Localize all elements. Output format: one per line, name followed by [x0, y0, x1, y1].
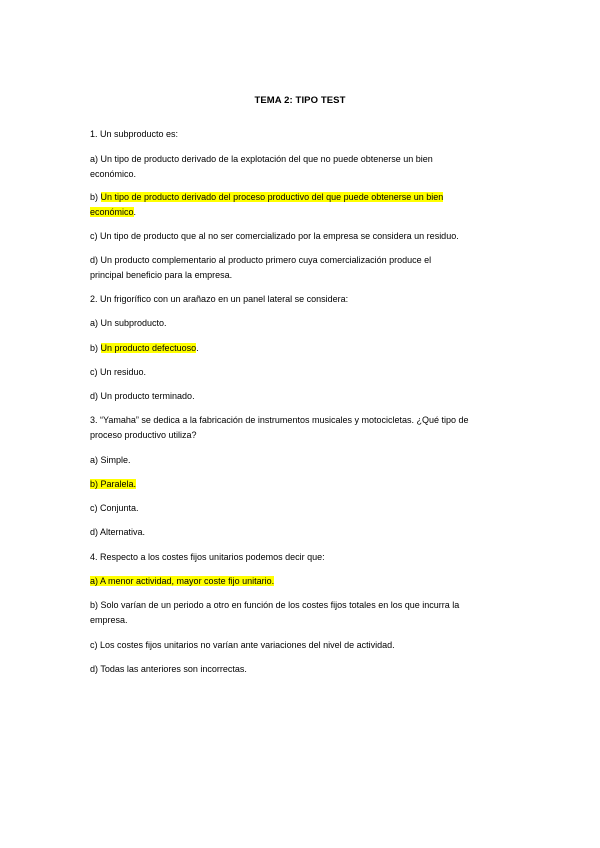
question-4-text: 4. Respecto a los costes fijos unitarios podemos decir que: [90, 552, 325, 562]
question-2-text: 2. Un frigorífico con un arañazo en un panel lateral se considera: [90, 294, 349, 304]
question-2-option-d: d) Un producto terminado. [90, 391, 195, 401]
question-1-option-c: c) Un tipo de producto que al no ser comercializado por la empresa se considera un residuo. [90, 231, 459, 241]
question-3-option-d: d) Alternativa. [90, 527, 146, 537]
question-4-option-b: b) Solo varían de un periodo a otro en función de los costes fijos totales en los que incurra la [90, 600, 460, 610]
question-3-option-b [90, 477, 136, 492]
question-1-option-a: a) Un tipo de producto derivado de la explotación del que no puede obtenerse un bien [90, 154, 433, 164]
question-1-option-b: b) Un tipo de producto derivado del proceso productivo del que puede obtenerse un bien [90, 192, 444, 202]
question-4-option-b-cont: empresa. [90, 615, 128, 625]
question-4-option-d: d) Todas las anteriores son incorrectas. [90, 664, 247, 674]
highlighted-answer-cont: económico [90, 207, 134, 217]
question-2-option-c: c) Un residuo. [90, 367, 147, 377]
question-2-option-b: b) Un producto defectuoso. [90, 343, 199, 353]
question-3-option-a: a) Simple. [90, 455, 131, 465]
question-2-option-a: a) Un subproducto. [90, 318, 167, 328]
question-3-text-cont: proceso productivo utiliza? [90, 430, 197, 440]
highlighted-answer: Un tipo de producto derivado del proceso productivo del que puede obtenerse un bien [100, 192, 444, 202]
question-4-option-a [90, 574, 274, 589]
highlighted-answer: a) A menor actividad, mayor coste fijo unitario. [90, 576, 275, 586]
question-1-option-a-cont: económico. [90, 169, 137, 179]
question-1-option-b-cont: económico. [90, 207, 137, 217]
question-1-text: 1. Un subproducto es: [90, 129, 179, 139]
question-4-option-c: c) Los costes fijos unitarios no varían ante variaciones del nivel de actividad. [90, 640, 395, 650]
highlighted-answer: b) Paralela. [90, 479, 137, 489]
highlighted-answer: Un producto defectuoso [100, 343, 197, 353]
page-title: TEMA 2: TIPO TEST [254, 95, 346, 106]
question-1-option-d-cont: principal beneficio para la empresa. [90, 270, 233, 280]
question-1-option-d: d) Un producto complementario al producto primero cuya comercialización produce el [90, 255, 432, 265]
question-3-text: 3. “Yamaha” se dedica a la fabricación de instrumentos musicales y motocicletas. ¿Qué tipo de [90, 415, 469, 425]
question-3-option-c: c) Conjunta. [90, 503, 139, 513]
